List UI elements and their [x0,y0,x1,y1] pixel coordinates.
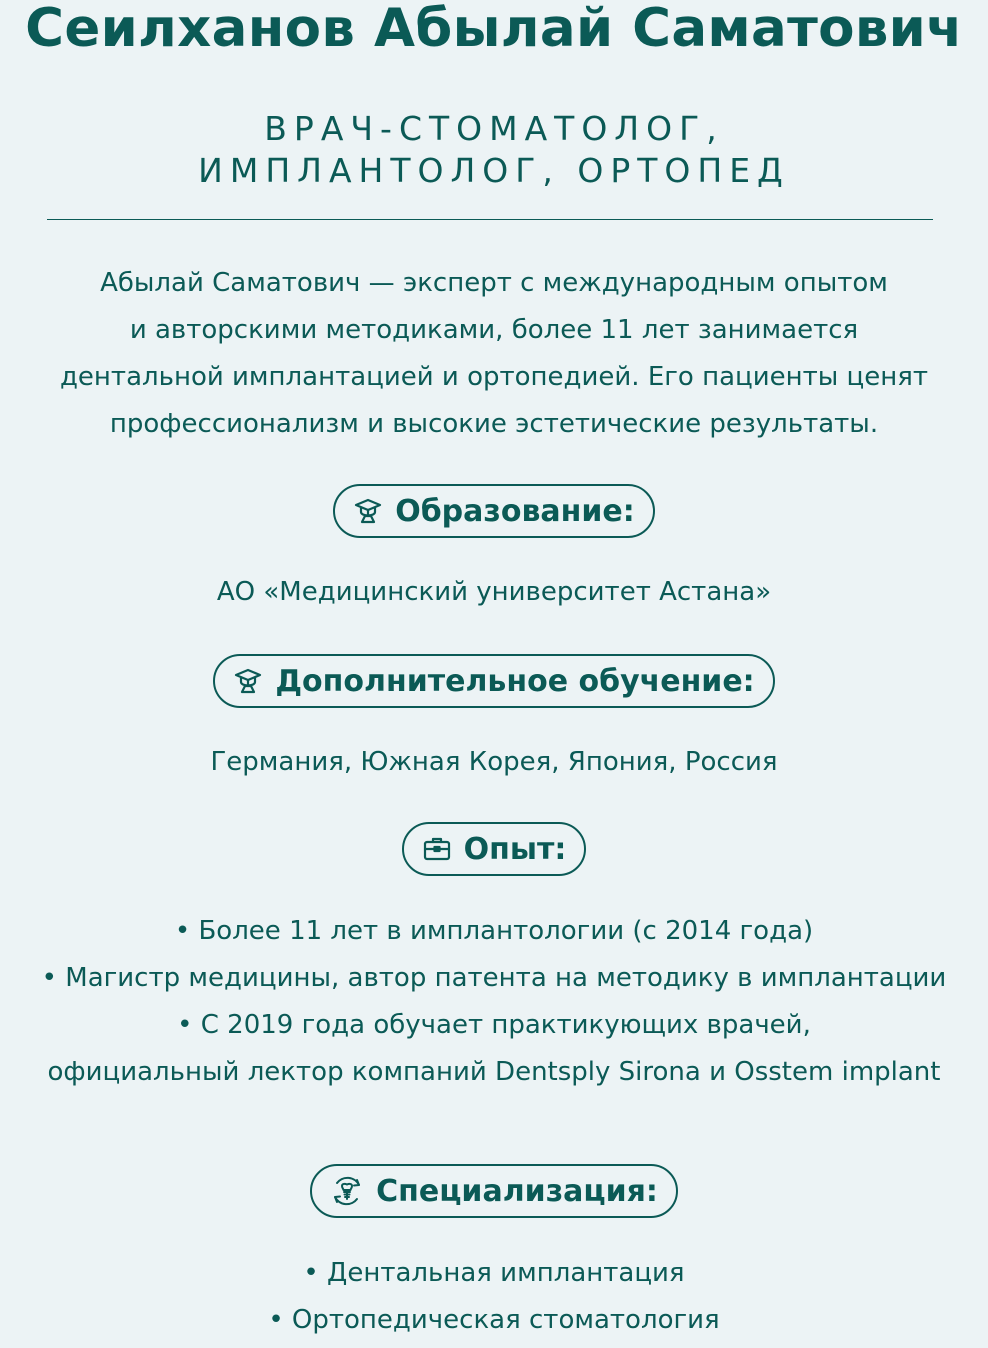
briefcase-icon [422,834,452,864]
graduation-cap-icon [353,496,383,526]
role-line: ВРАЧ-СТОМАТОЛОГ, [264,109,724,148]
intro-line: и авторскими методиками, более 11 лет занимается [129,315,859,345]
intro-paragraph [0,260,988,448]
role-line: ИМПЛАНТОЛОГ, ОРТОПЕД [198,151,790,190]
additional-title: Дополнительное обучение: [275,663,755,699]
specialization-list [0,1250,988,1344]
additional-text: Германия, Южная Корея, Япония, Россия [210,747,778,777]
intro-line: дентальной имплантацией и ортопедией. Его пациенты ценят [59,362,929,392]
list-item: • С 2019 года обучает практикующих врачей, [177,1010,811,1040]
list-item: • Дентальная имплантация [303,1258,685,1288]
list-item: официальный лектор компаний Dentsply Sirona и Osstem implant [47,1057,941,1087]
experience-heading [402,822,587,876]
education-title: Образование: [395,493,635,529]
experience-list [0,908,988,1096]
specialization-title: Специализация: [376,1173,658,1209]
additional-heading [213,654,774,708]
list-item: • Ортопедическая стоматология [268,1305,720,1335]
divider [47,219,933,220]
list-item: • Магистр медицины, автор патента на методику в имплантации [41,963,947,993]
list-item: • Более 11 лет в имплантологии (с 2014 года) [174,916,814,946]
intro-line: профессионализм и высокие эстетические результаты. [109,409,879,439]
education-heading-wrap [0,484,988,538]
education-text: АО «Медицинский университет Астана» [216,577,772,607]
additional-heading-wrap [0,654,988,708]
graduation-cap-icon [233,666,263,696]
doctor-role [0,108,988,192]
education-heading [333,484,655,538]
doctor-name: Сеилханов Абылай Саматович [25,0,963,59]
tooth-implant-icon [330,1174,364,1208]
intro-line: Абылай Саматович — эксперт с международным опытом [100,268,888,298]
experience-title: Опыт: [463,831,567,867]
specialization-heading [310,1164,678,1218]
specialization-heading-wrap [0,1164,988,1218]
experience-heading-wrap [0,822,988,876]
